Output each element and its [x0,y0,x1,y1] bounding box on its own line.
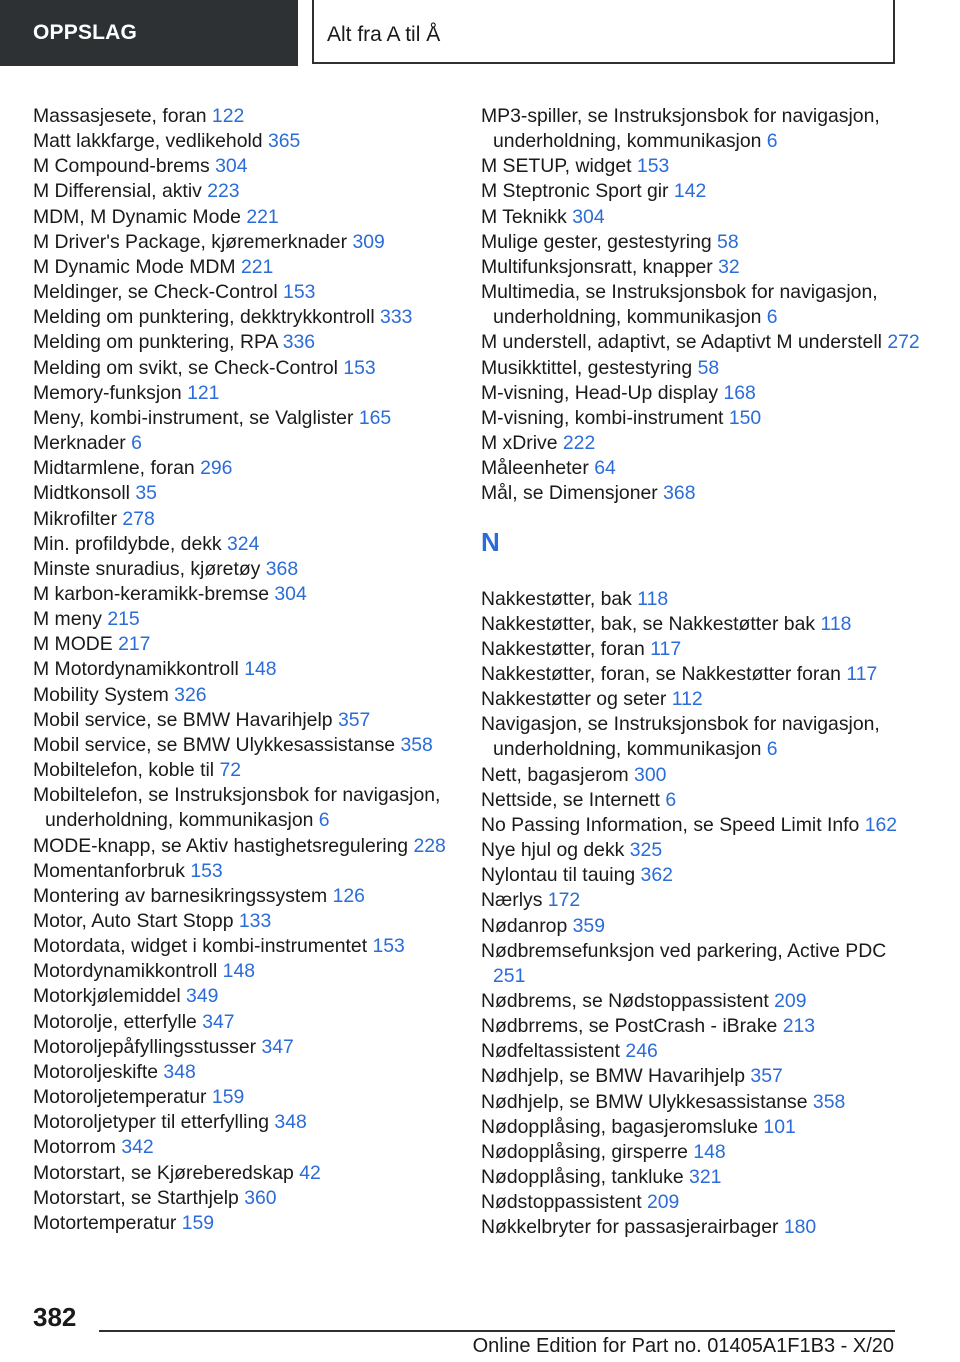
index-entry-text: M Steptronic Sport gir [481,180,669,203]
index-entry-text: Motorkjølemiddel [33,985,181,1008]
page-reference-link[interactable]: 365 [267,130,301,153]
index-entry-text: Nakkestøtter og seter [481,688,667,711]
index-entry-text: Multifunksjonsratt, knapper [481,255,713,278]
index-entry [481,481,921,506]
index-entry-text: Mobiltelefon, se Instruksjonsbok for navigasjon, underholdning, kommunikasjon [33,784,441,832]
index-group-n [481,587,921,1241]
page-reference-link[interactable]: 324 [227,532,260,555]
index-column-right [481,104,921,1241]
page-reference-link[interactable]: 209 [646,1191,680,1214]
index-entry-text: Nøkkelbryter for passasjerairbager [481,1216,779,1239]
index-entry [33,834,453,859]
index-entry [481,662,921,687]
index-entry [481,205,921,230]
index-entry [481,1064,921,1089]
index-entry [33,1135,453,1160]
index-entry [33,1010,453,1035]
index-entry [481,104,921,154]
index-entry [481,1165,921,1190]
index-entry [33,406,453,431]
index-entry [33,909,453,934]
index-entry-text: M Differensial, aktiv [33,180,202,203]
index-entry [481,456,921,481]
index-entry [481,406,921,431]
index-entry-text: Nødhjelp, se BMW Ulykkesassistanse [481,1090,808,1113]
page-reference-link[interactable]: 321 [689,1166,722,1189]
index-entry [33,607,453,632]
page-reference-link[interactable]: 6 [766,738,778,761]
page-reference-link[interactable]: 159 [211,1086,245,1109]
index-entry-text: Momentanforbruk [33,859,185,882]
index-entry [33,305,453,330]
index-entry-text: Måleenheter [481,457,589,480]
index-entry-text: M-visning, Head-Up display [481,381,719,404]
index-entry [481,230,921,255]
page-reference-link[interactable]: 333 [380,306,413,329]
page-reference-link[interactable]: 159 [181,1211,215,1234]
page-reference-link[interactable]: 122 [211,105,245,127]
page-reference-link[interactable]: 6 [766,306,778,329]
index-letter-heading: N [481,526,500,557]
index-entry-text: Motoroljetyper til etterfylling [33,1111,270,1134]
page-reference-link[interactable]: 58 [717,230,739,253]
index-entry-text: Melding om svikt, se Check-Control [33,356,338,379]
index-entry [33,708,453,733]
index-entry-text: Mål, se Dimensjoner [481,482,658,505]
page-reference-link[interactable]: 6 [131,432,142,455]
index-entry-text: Nødopplåsing, girsperre [481,1140,688,1163]
page-reference-link[interactable]: 368 [663,482,696,505]
page-reference-link[interactable]: 347 [202,1010,235,1033]
page-reference-link[interactable]: 358 [400,733,433,756]
page-reference-link[interactable]: 348 [274,1111,307,1134]
page-reference-link[interactable]: 251 [493,964,526,987]
index-entry-text: Nakkestøtter, bak [481,587,632,610]
page-reference-link[interactable]: 213 [782,1015,816,1038]
index-entry [33,582,453,607]
page-reference-link[interactable]: 209 [774,990,807,1012]
index-entry [481,255,921,280]
index-entry-text: M understell, adaptivt, se Adaptivt M understell [481,331,882,354]
index-group-m [481,104,921,507]
index-entry-text: Motorstart, se Kjøreberedskap [33,1161,294,1184]
page-reference-link[interactable]: 180 [783,1216,817,1239]
index-entry-text: Melding om punktering, RPA [33,331,278,354]
index-entry-text: Nakkestøtter, foran, se Nakkestøtter foran [481,662,841,685]
index-entry [481,330,921,355]
index-entry [481,1115,921,1140]
index-entry [481,1215,921,1240]
index-entry [33,657,453,682]
index-entry-text: Merknader [33,432,126,455]
index-entry-text: Nylontau til tauing [481,864,636,887]
index-entry-text: Motortemperatur [33,1211,177,1234]
index-entry [481,863,921,888]
page-reference-link[interactable]: 133 [238,910,272,932]
index-entry-text: Melding om punktering, dekktrykkontroll [33,306,375,329]
index-entry-text: Motoroljetemperatur [33,1086,207,1109]
index-entry-text: No Passing Information, se Speed Limit Info [481,813,860,836]
page-reference-link[interactable]: 358 [812,1090,846,1113]
page-reference-link[interactable]: 150 [728,406,762,429]
index-entry [33,1060,453,1085]
index-entry [481,1014,921,1039]
index-entry [33,1161,453,1186]
index-entry-text: Nødfeltassistent [481,1040,621,1063]
index-entry-text: Nye hjul og dekk [481,839,625,862]
page-reference-link[interactable]: 58 [697,356,720,379]
page-reference-link[interactable]: 118 [820,612,852,635]
page-reference-link[interactable]: 165 [358,406,392,429]
index-entry [33,481,453,506]
index-entry [481,813,921,838]
page-reference-link[interactable]: 117 [846,662,878,685]
page-reference-link[interactable]: 221 [246,205,279,228]
index-entry-text: M SETUP, widget [481,155,632,178]
index-entry [33,330,453,355]
index-entry-text: Motordata, widget i kombi-instrumentet [33,935,368,958]
page-reference-link[interactable]: 126 [332,884,365,907]
index-entry [481,712,921,762]
index-entry [33,507,453,532]
page-reference-link[interactable]: 349 [186,985,219,1008]
index-entry-text: MODE-knapp, se Aktiv hastighetsregulering [33,834,409,857]
index-entry-text: Navigasjon, se Instruksjonsbok for navigasjon, underholdning, kommunikasjon [481,713,880,761]
page-reference-link[interactable]: 118 [637,587,669,610]
index-entry-text: MDM, M Dynamic Mode [33,205,241,228]
page-reference-link[interactable]: 153 [636,155,670,178]
index-entry-text: M Dynamic Mode MDM [33,255,236,278]
page-reference-link[interactable]: 278 [122,507,155,530]
index-entry-text: Nett, bagasjerom [481,763,629,786]
index-entry [481,612,921,637]
index-entry [481,280,921,330]
index-entry [33,205,453,230]
page-reference-link[interactable]: 6 [665,788,677,811]
index-entry-text: Motor, Auto Start Stopp [33,910,234,932]
page-reference-link[interactable]: 172 [547,889,581,912]
page-reference-link[interactable]: 148 [244,658,277,681]
page-reference-link[interactable]: 6 [766,130,778,153]
index-entry-text: Midtarmlene, foran [33,457,195,480]
page-reference-link[interactable]: 217 [118,633,151,656]
page-reference-link[interactable]: 325 [629,839,663,862]
index-entry-text: Motorolje, etterfylle [33,1010,197,1033]
page-number: 382 [33,1302,77,1332]
index-entry-text: Montering av barnesikringssystem [33,884,328,907]
index-entry-text: M-visning, kombi-instrument [481,406,724,429]
index-entry [481,788,921,813]
page-reference-link[interactable]: 117 [650,637,682,660]
index-entry [481,381,921,406]
page-reference-link[interactable]: 142 [673,180,707,203]
page-reference-link[interactable]: 300 [634,763,667,786]
index-entry-text: Meny, kombi-instrument, se Valglister [33,406,354,429]
index-entry-text: M Teknikk [481,205,567,228]
index-entry-text: Midtkonsoll [33,482,130,505]
index-entry [33,179,453,204]
page-reference-link[interactable]: 359 [572,914,605,937]
index-entry [33,431,453,456]
index-entry [481,1140,921,1165]
page-reference-link[interactable]: 309 [352,230,385,253]
page-reference-link[interactable]: 215 [107,608,140,631]
index-entry [481,431,921,456]
page-reference-link[interactable]: 357 [750,1065,783,1088]
page-reference-link[interactable]: 121 [187,381,220,404]
index-entry-text: M meny [33,608,102,631]
index-entry [33,884,453,909]
index-entry-text: M xDrive [481,432,558,455]
page-reference-link[interactable]: 357 [337,708,371,731]
index-entry [481,989,921,1014]
index-entry-text: Nødstoppassistent [481,1191,642,1214]
index-entry [33,733,453,758]
page-reference-link[interactable]: 148 [693,1140,726,1163]
index-entry [481,838,921,863]
index-entry [33,255,453,280]
page-reference-link[interactable]: 153 [372,935,405,958]
index-entry-text: Motorstart, se Starthjelp [33,1186,239,1209]
page-reference-link[interactable]: 222 [562,432,596,455]
index-entry-text: Massasjesete, foran [33,105,207,127]
index-entry-text: Musikktittel, gestestyring [481,356,693,379]
index-entry [33,1211,453,1236]
page-reference-link[interactable]: 153 [283,281,316,304]
index-entry-text: Motorrom [33,1136,116,1159]
page-reference-link[interactable]: 6 [318,809,330,832]
index-column-left [33,104,453,1236]
index-entry [481,687,921,712]
index-entry-text: Multimedia, se Instruksjonsbok for navigasjon, underholdning, kommunikasjon [481,281,878,329]
page-reference-link[interactable]: 162 [864,813,898,836]
index-entry [33,456,453,481]
index-entry-text: Mobil service, se BMW Ulykkesassistanse [33,733,396,756]
index-entry-text: Motoroljeskifte [33,1060,159,1083]
index-entry-text: Nødbrrems, se PostCrash - iBrake [481,1015,778,1038]
index-entry-text: Nødopplåsing, tankluke [481,1166,684,1189]
index-entry-text: Motordynamikkontroll [33,960,218,983]
index-entry [33,557,453,582]
page-reference-link[interactable]: 347 [261,1035,294,1058]
index-entry [481,914,921,939]
index-entry-text: Nærlys [481,889,543,912]
index-entry [481,888,921,913]
index-entry-text: M karbon-keramikk-bremse [33,582,269,605]
index-entry-text: MP3-spiller, se Instruksjonsbok for navigasjon, underholdning, kommunikasjon [481,105,880,153]
index-entry [481,179,921,204]
index-entry-text: M MODE [33,633,113,656]
page-reference-link[interactable]: 32 [718,255,740,278]
index-entry-text: M Compound-brems [33,155,210,178]
index-entry-text: Nakkestøtter, bak, se Nakkestøtter bak [481,612,816,635]
index-entry [33,934,453,959]
index-entry-text: Nettside, se Internett [481,788,660,811]
index-entry-text: Nakkestøtter, foran [481,637,645,660]
index-entry-text: Nødopplåsing, bagasjeromsluke [481,1115,759,1138]
index-entry-text: Matt lakkfarge, vedlikehold [33,130,263,153]
page-reference-link[interactable]: 304 [215,155,248,178]
index-entry [33,154,453,179]
page-reference-link[interactable]: 228 [413,834,446,857]
index-entry [481,356,921,381]
index-entry [33,758,453,783]
page-reference-link[interactable]: 168 [723,381,756,404]
index-entry [481,587,921,612]
index-entry [33,280,453,305]
page-reference-link[interactable]: 221 [240,255,274,278]
page-reference-link[interactable]: 326 [174,683,207,706]
index-entry [481,1190,921,1215]
page-reference-link[interactable]: 246 [625,1040,658,1063]
index-entry-text: Nødhjelp, se BMW Havarihjelp [481,1065,746,1088]
page-reference-link[interactable]: 112 [671,688,703,711]
index-entry-text: Mobil service, se BMW Havarihjelp [33,708,333,731]
page-reference-link[interactable]: 153 [343,356,376,379]
section-tab: OPPSLAG [0,0,298,66]
index-entry [481,1090,921,1115]
index-entry [481,939,921,989]
index-entry [481,763,921,788]
page-reference-link[interactable]: 342 [121,1136,154,1159]
index-entry-text: M Motordynamikkontroll [33,658,239,681]
page-reference-link[interactable]: 296 [200,457,233,480]
page-reference-link[interactable]: 223 [207,180,240,203]
page-reference-link[interactable]: 336 [282,331,316,354]
page-reference-link[interactable]: 153 [190,859,223,882]
index-entry [33,1085,453,1110]
page-reference-link[interactable]: 304 [274,582,307,605]
page-reference-link[interactable]: 368 [265,557,299,580]
footer-edition: Online Edition for Part no. 01405A1F1B3 - X/20 [472,1335,894,1357]
index-entry [33,381,453,406]
page-reference-link[interactable]: 348 [163,1060,196,1083]
index-entry [33,683,453,708]
page-reference-link[interactable]: 148 [222,960,256,983]
index-entry [33,859,453,884]
index-entry-text: M Driver's Package, kjøremerknader [33,230,348,253]
page-title: Alt fra A til Å [312,0,895,64]
page-reference-link[interactable]: 72 [219,759,242,782]
page-reference-link[interactable]: 101 [763,1115,796,1138]
index-entry-text: Mobiltelefon, koble til [33,759,215,782]
index-entry-text: Nødbremsefunksjon ved parkering, Active PDC [481,939,887,962]
index-entry-text: Mobility System [33,683,169,706]
index-entry-text: Nødbrems, se Nødstoppassistent [481,990,769,1012]
index-entry [33,1110,453,1135]
page-reference-link[interactable]: 272 [887,331,920,354]
page-reference-link[interactable]: 362 [640,864,673,887]
index-entry [33,104,453,129]
index-entry-text: Min. profildybde, dekk [33,532,222,555]
footer-divider [99,1330,895,1332]
index-entry [33,959,453,984]
index-entry [33,783,453,833]
page-reference-link[interactable]: 304 [572,205,605,228]
page-reference-link[interactable]: 360 [244,1186,277,1209]
page-reference-link[interactable]: 35 [135,482,157,505]
index-entry [33,984,453,1009]
index-entry [481,1039,921,1064]
index-entry [33,230,453,255]
index-entry-text: Nødanrop [481,914,568,937]
index-entry [33,356,453,381]
index-entry-text: Memory-funksjon [33,381,182,404]
index-entry-text: Minste snuradius, kjøretøy [33,557,261,580]
page-reference-link[interactable]: 64 [594,457,616,480]
index-entry-text: Mulige gester, gestestyring [481,230,712,253]
index-entry [481,637,921,662]
index-entry [481,154,921,179]
index-entry [33,1186,453,1211]
index-entry [33,532,453,557]
page-header [0,0,960,66]
index-entry-text: Mikrofilter [33,507,118,530]
page-reference-link[interactable]: 42 [299,1161,321,1184]
index-entry-text: Meldinger, se Check-Control [33,281,278,304]
index-entry-text: Motoroljepåfyllingsstusser [33,1035,257,1058]
index-entry [33,129,453,154]
index-entry [33,632,453,657]
index-entry [33,1035,453,1060]
